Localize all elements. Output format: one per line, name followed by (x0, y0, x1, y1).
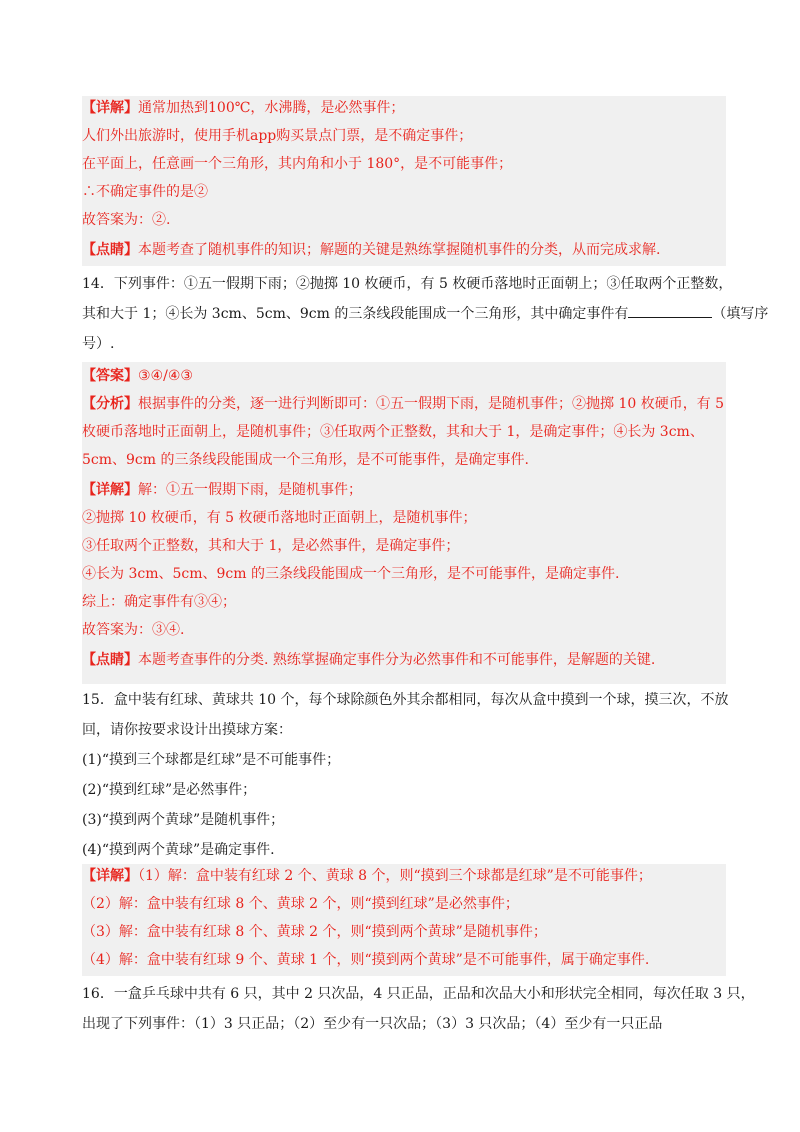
comment-text: 本题考查了随机事件的知识；解题的关键是熟练掌握随机事件的分类，从而完成求解. (138, 242, 661, 258)
detail-text: 解：①五一假期下雨，是随机事件； (138, 482, 362, 498)
detail-line-4: ④长为 3cm、5cm、9cm 的三条线段能围成一个三角形，是不可能事件，是确定事件. (82, 566, 620, 582)
question-14 (82, 270, 769, 360)
question-item-4: (4)“摸到两个黄球”是确定事件. (82, 842, 275, 858)
answer-tag: 【答案】 (82, 368, 138, 384)
question-line-1: 15．盒中装有红球、黄球共 10 个，每个球除颜色外其余都相同，每次从盒中摸到一个球，摸三次，不放 (82, 692, 729, 708)
comment-tag: 【点睛】 (82, 242, 138, 258)
analysis-line-3: 5cm、9cm 的三条线段能围成一个三角形，是不可能事件，是确定事件. (82, 452, 529, 468)
question-line-3: 号）. (82, 336, 115, 352)
comment-tag: 【点睛】 (82, 652, 138, 668)
q14-solution-block (82, 362, 726, 684)
question-line-2 (82, 302, 768, 326)
solution-line-4: ∴不确定事件的是② (82, 184, 208, 200)
question-16 (82, 982, 755, 1042)
detail-line-1 (82, 864, 652, 888)
solution-line-5: 故答案为：②. (82, 212, 171, 228)
analysis-tag: 【分析】 (82, 396, 138, 412)
question-line-2-after: （填写序 (712, 306, 769, 322)
detail-line-1 (82, 478, 362, 502)
detail-line-2: （2）解：盒中装有红球 8 个、黄球 2 个，则“摸到红球”是必然事件； (82, 896, 519, 912)
comment-line (82, 238, 660, 262)
analysis-text: 根据事件的分类，逐一进行判断即可：①五一假期下雨，是随机事件；②抛掷 10 枚硬币，有 5 (138, 396, 725, 412)
detail-line (82, 96, 404, 120)
question-15 (82, 686, 729, 862)
solution-line-2: 人们外出旅游时，使用手机app购买景点门票，是不确定事件； (82, 128, 473, 144)
analysis-line-2: 枚硬币落地时正面朝上，是随机事件；③任取两个正整数，其和大于 1，是确定事件；④长为 3cm、 (82, 424, 704, 440)
analysis-line-1 (82, 392, 724, 416)
detail-line-3: （3）解：盒中装有红球 8 个、黄球 2 个，则“摸到两个黄球”是随机事件； (82, 924, 547, 940)
detail-line-2: ②抛掷 10 枚硬币，有 5 枚硬币落地时正面朝上，是随机事件； (82, 510, 477, 526)
detail-line-3: ③任取两个正整数，其和大于 1，是必然事件，是确定事件； (82, 538, 460, 554)
detail-tag: 【详解】 (82, 482, 138, 498)
detail-text: （1）解：盒中装有红球 2 个、黄球 8 个，则“摸到三个球都是红球”是不可能事件； (138, 868, 652, 884)
detail-line-4: （4）解：盒中装有红球 9 个、黄球 1 个，则“摸到两个黄球”是不可能事件，属于确定事件. (82, 952, 650, 968)
summary-line: 综上：确定事件有③④； (82, 594, 236, 610)
question-item-2: (2)“摸到红球”是必然事件； (82, 782, 257, 798)
comment-line (82, 648, 655, 672)
question-item-1: (1)“摸到三个球都是红球”是不可能事件； (82, 752, 341, 768)
answer-blank (628, 303, 712, 318)
answer-line (82, 364, 193, 388)
q13-solution-block (82, 96, 726, 266)
solution-line-3: 在平面上，任意画一个三角形，其内角和小于 180°，是不可能事件； (82, 156, 513, 172)
answer-text: ③④/④③ (138, 368, 193, 384)
question-line-2-before: 其和大于 1；④长为 3cm、5cm、9cm 的三条线段能围成一个三角形，其中确定事件有 (82, 306, 629, 322)
detail-tag: 【详解】 (82, 100, 138, 116)
question-line-1: 16．一盒乒乓球中共有 6 只，其中 2 只次品，4 只正品，正品和次品大小和形状完全相同，每次任取 3 只， (82, 986, 755, 1002)
q15-solution-block (82, 864, 726, 976)
comment-text: 本题考查事件的分类. 熟练掌握确定事件分为必然事件和不可能事件，是解题的关键. (138, 652, 656, 668)
final-answer-line: 故答案为：③④. (82, 622, 185, 638)
question-line-1: 14．下列事件：①五一假期下雨；②抛掷 10 枚硬币，有 5 枚硬币落地时正面朝上；③任取两个正整数， (82, 276, 733, 292)
detail-text: 通常加热到100℃，水沸腾，是必然事件； (138, 100, 405, 116)
question-line-2: 出现了下列事件：（1）3 只正品；（2）至少有一只次品；（3）3 只次品；（4）至少有一只正品 (82, 1016, 663, 1032)
question-line-2: 回，请你按要求设计出摸球方案： (82, 722, 292, 738)
detail-tag: 【详解】 (82, 868, 138, 884)
question-item-3: (3)“摸到两个黄球”是随机事件； (82, 812, 285, 828)
